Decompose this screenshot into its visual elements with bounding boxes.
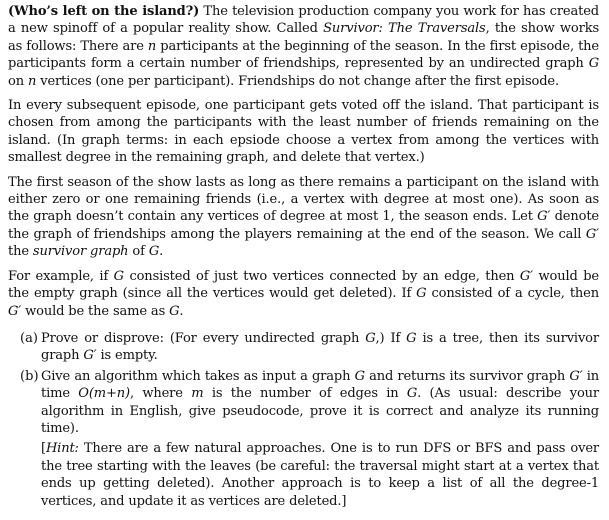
subpart-b — [8, 368, 599, 510]
hint-paragraph: [Hint: There are a few natural approaches. One is to run DFS or BFS and pass over the tree starting with the leaves (be careful: the traversal might start at a vertex that ends up getting deleted). Another approach is to keep a list of all the degree-1 vertices, and update it as vertices are deleted.] — [41, 441, 599, 509]
complexity-expression: O(m+n) — [78, 386, 130, 402]
problem-title: (Who’s left on the island?) — [8, 4, 200, 19]
show-name: Survivor: The Traversals — [323, 21, 486, 37]
math-var: G — [169, 303, 180, 319]
subpart-marker: (a) — [20, 330, 38, 346]
problem-intro-paragraph: (Who’s left on the island?) The television production company you work for has created a new spinoff of a popular reality show. Called Survivor: The Traversals, the show works as follows: There are n participants at the beginning of the season. In the first episode, the participants form a certain number of friendships, represented by an undirected graph G on n vertices (one per participant). Friendships do not change after the first episode. — [8, 4, 599, 89]
hint-label: Hint: — [45, 441, 79, 457]
problem-paragraph-2: In every subsequent episode, one participant gets voted off the island. That participant is chosen from among the participants with the least number of friends remaining on the island. (In graph terms: in each epsiode choose a vertex from among the vertices with smallest degree in the remaining graph, and delete that vertex.) — [8, 98, 599, 166]
subparts-list — [8, 330, 599, 510]
math-var: G′ — [8, 303, 22, 319]
math-var: G — [113, 268, 124, 284]
math-var: n — [27, 73, 37, 89]
hint-text: There are a few natural approaches. One is to run DFS or BFS and pass over the tree starting with the leaves (be careful: the traversal might start at a vertex that ends up getting deleted). Another approach is to keep a list of all the degree-1 vertices, and update it as vertices are deleted. — [41, 441, 599, 509]
math-var: G′ — [585, 226, 599, 242]
math-var: G′ — [519, 268, 533, 284]
math-var: m — [191, 386, 204, 402]
math-var: G — [416, 286, 427, 302]
subpart-a-text: Prove or disprove: (For every undirected graph G,) If G is a tree, then its survivor graph G′ is empty. — [41, 330, 599, 364]
math-var: G — [365, 330, 376, 346]
survivor-graph-term: survivor graph — [32, 244, 129, 260]
math-var: G′ — [569, 368, 583, 384]
subpart-a — [8, 330, 599, 365]
math-var: G — [148, 244, 160, 260]
math-var: n — [147, 38, 157, 54]
math-var: G — [354, 368, 365, 384]
math-var: G — [588, 56, 599, 72]
math-var: G — [406, 330, 417, 346]
math-var: G — [406, 386, 418, 402]
subpart-b-text: Give an algorithm which takes as input a graph G and returns its survivor graph G′ in time O(m+n), where m is the number of edges in G. (As usual: describe your algorithm in English, give pseudocode, prove it is correct and analyze its running time). — [41, 368, 599, 436]
problem-paragraph-4: For example, if G consisted of just two vertices connected by an edge, then G′ would be the empty graph (since all the vertices would get deleted). If G consisted of a cycle, then G′ would be the same as G. — [8, 268, 599, 319]
problem-paragraph-3: The first season of the show lasts as long as there remains a participant on the island with either zero or one remaining friends (i.e., a vertex with degree at most one). As soon as the graph doesn’t contain any vertices of degree at most 1, the season ends. Let G′ denote the graph of friendships among the players remaining at the end of the season. We call G′ the survivor graph of G. — [8, 174, 599, 260]
math-var: G′ — [537, 209, 551, 225]
subpart-marker: (b) — [20, 368, 39, 384]
math-var: G′ — [83, 348, 97, 364]
